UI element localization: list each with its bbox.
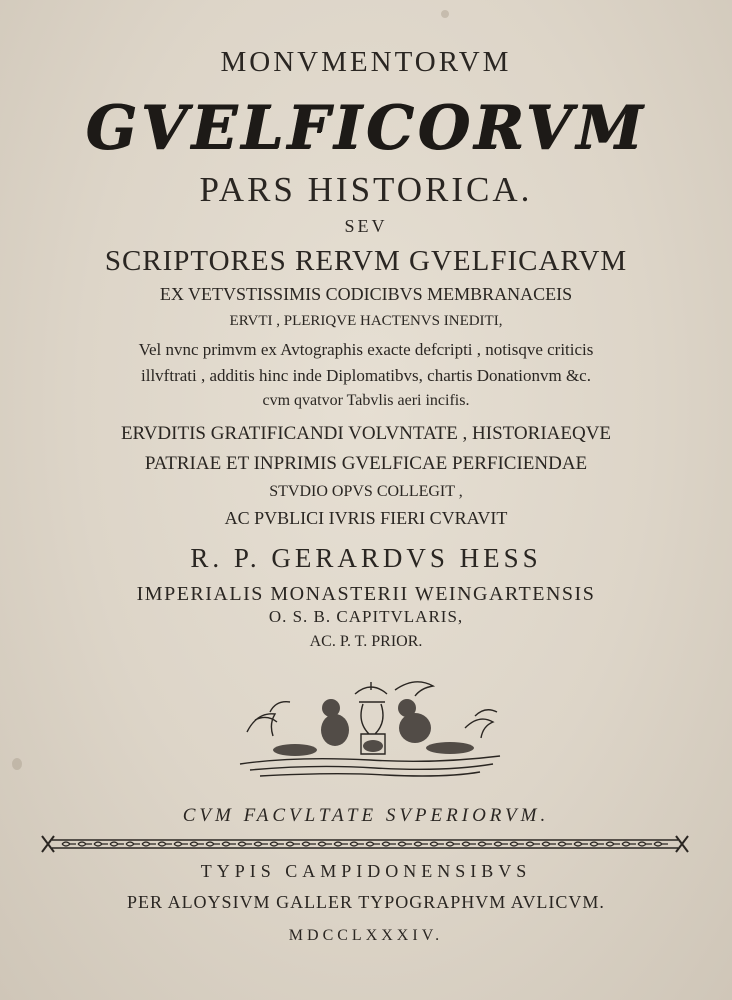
paper-stain — [441, 10, 449, 18]
cherubs-urn-vignette-icon — [235, 672, 505, 784]
author-order: O. S. B. CAPITVLARIS, — [268, 607, 464, 626]
purpose-line-4: AC PVBLICI IVRIS FIERI CVRAVIT — [224, 508, 508, 528]
imprimatur: CVM FACVLTATE SVPERIORVM. — [182, 805, 550, 826]
title-line-1: MONVMENTORVM — [220, 46, 512, 78]
author-office: AC. P. T. PRIOR. — [309, 633, 423, 650]
title-subtitle: PARS HISTORICA. — [199, 170, 533, 209]
description-line-2: ERVTI , PLERIQVE HACTENVS INEDITI, — [229, 313, 503, 329]
purpose-line-2: PATRIAE ET INPRIMIS GVELFICAE PERFICIENDAE — [144, 453, 588, 474]
purpose-line-1: ERVDITIS GRATIFICANDI VOLVNTATE , HISTORIAEQVE — [120, 423, 612, 444]
title-main: GVELFICORVM — [85, 93, 647, 163]
description-line-3: Vel nvnc primvm ex Avtographis exacte defcripti , notisqve criticis — [138, 340, 594, 359]
description-line-1: EX VETVSTISSIMIS CODICIBVS MEMBRANACEIS — [159, 284, 573, 304]
printer-place: TYPIS CAMPIDONENSIBVS — [200, 861, 532, 881]
alt-title: SCRIPTORES RERVM GVELFICARVM — [104, 245, 628, 277]
paper-stain — [12, 758, 22, 770]
purpose-line-3: STVDIO OPVS COLLEGIT , — [269, 483, 463, 500]
author-affiliation: IMPERIALIS MONASTERII WEINGARTENSIS — [136, 583, 596, 605]
publication-year: MDCCLXXXIV. — [288, 927, 444, 944]
description-line-4: illvftrati , additis hinc inde Diplomatibvs, chartis Donationvm &c. — [141, 366, 591, 385]
conjunction: SEV — [344, 216, 388, 236]
printer-name: PER ALOYSIVM GALLER TYPOGRAPHVM AVLICVM. — [127, 892, 605, 912]
description-line-5: cvm qvatvor Tabvlis aeri incifis. — [262, 392, 470, 409]
author-name: R. P. GERARDVS HESS — [190, 543, 542, 573]
ornamental-rule-icon — [40, 834, 690, 854]
